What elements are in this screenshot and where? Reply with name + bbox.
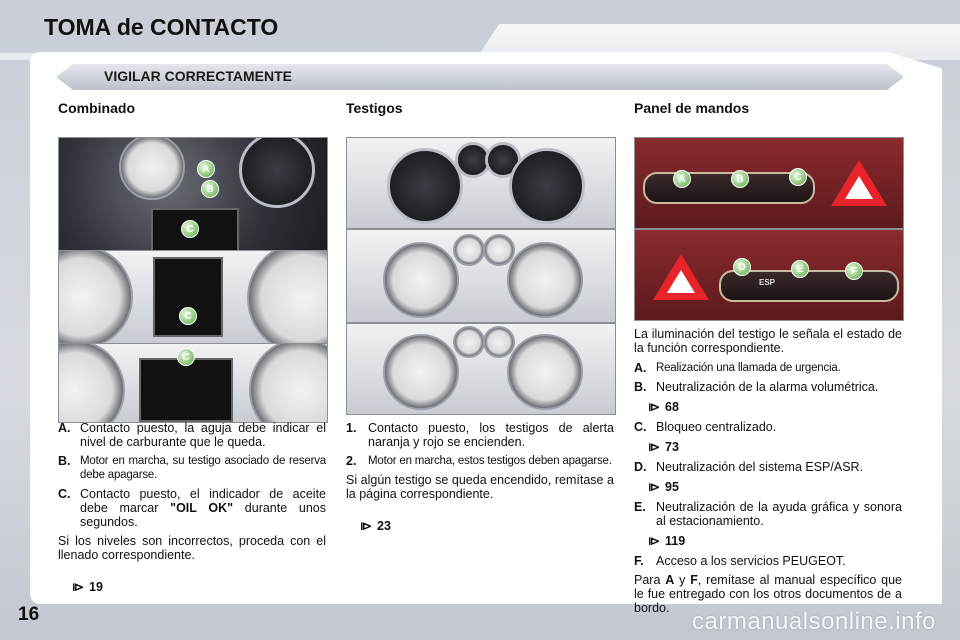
- silver-dial-small-3a: [453, 326, 485, 358]
- silver-dial-left-3: [383, 334, 459, 410]
- badge-panel-c: C: [789, 168, 807, 186]
- silver-dial-small-1: [453, 234, 485, 266]
- testigos-text: [346, 421, 614, 539]
- combinado-photo-1: [58, 137, 328, 251]
- book-reference-icon: ⧐: [360, 519, 372, 533]
- hazard-inner-icon: [845, 176, 873, 199]
- testigos-photo-2: [346, 229, 616, 323]
- panel-final-note: Para A y F, remítase al manual específico que le fue entregado con los otros documentos de a bordo.: [634, 573, 903, 615]
- testigos-photo-1: [346, 137, 616, 229]
- right-dial-3: [249, 343, 328, 423]
- hazard-inner-icon-2: [667, 270, 695, 293]
- badge-panel-f: F: [845, 262, 863, 280]
- badge-panel-d: D: [733, 258, 751, 276]
- testigos-ref[interactable]: ⧐ 23: [360, 519, 391, 533]
- right-dial: [247, 250, 328, 344]
- badge-c-2: C: [179, 307, 197, 325]
- silver-dial-right: [507, 242, 583, 318]
- fuel-gauge: [119, 137, 185, 200]
- panel-item-a: A. Realización una llamada de urgencia.: [634, 361, 841, 375]
- section-title: VIGILAR CORRECTAMENTE: [104, 68, 292, 84]
- badge-panel-a: A: [673, 170, 691, 188]
- combinado-photo-3: [58, 343, 328, 423]
- book-reference-icon: ⧐: [72, 580, 84, 594]
- oil-display: [153, 257, 223, 337]
- panel-item-d: D. Neutralización del sistema ESP/ASR.: [634, 460, 864, 474]
- panel-photo-2: [634, 229, 904, 321]
- panel-photo-1: [634, 137, 904, 229]
- combinado-note: Si los niveles son incorrectos, proceda con el llenado correspondiente.: [58, 534, 326, 562]
- panel-text: [634, 327, 902, 621]
- dark-dial-left: [387, 148, 463, 224]
- badge-a: A: [197, 160, 215, 178]
- oil-ok-display: [139, 358, 233, 422]
- book-reference-icon: ⧐: [648, 440, 660, 454]
- combinado-item-b: B. Motor en marcha, su testigo asociado de reserva debe apagarse.: [58, 454, 326, 481]
- panel-item-c: C. Bloqueo centralizado.: [634, 420, 777, 434]
- panel-ref-b[interactable]: ⧐ 68: [648, 400, 679, 414]
- combinado-photo-2: [58, 250, 328, 344]
- combinado-ref[interactable]: ⧐ 19: [72, 580, 103, 594]
- silver-dial-left: [383, 242, 459, 318]
- silver-dial-right-3: [507, 334, 583, 410]
- testigos-item-1: 1. Contacto puesto, los testigos de alerta naranja y rojo se encienden.: [346, 421, 614, 449]
- combinado-text: [58, 421, 326, 600]
- badge-c-3: C: [177, 348, 195, 366]
- panel-ref-c[interactable]: ⧐ 73: [648, 440, 679, 454]
- heading-panel: Panel de mandos: [634, 100, 750, 116]
- panel-ref-d[interactable]: ⧐ 95: [648, 480, 679, 494]
- badge-c: C: [181, 220, 199, 238]
- book-reference-icon: ⧐: [648, 534, 660, 548]
- testigos-photo-3: [346, 323, 616, 415]
- watermark: carmanualsonline.info: [692, 608, 936, 635]
- page-number: 16: [18, 604, 40, 625]
- testigos-item-2: 2. Motor en marcha, estos testigos deben apagarse.: [346, 454, 612, 468]
- temp-gauge: [239, 137, 315, 208]
- left-dial: [58, 250, 133, 344]
- dark-dial-right: [509, 148, 585, 224]
- panel-intro: La iluminación del testigo le señala el estado de la función correspondiente.: [634, 327, 902, 355]
- silver-dial-small-2: [483, 234, 515, 266]
- badge-b: B: [201, 180, 219, 198]
- combinado-item-a: A. Contacto puesto, la aguja debe indicar el nivel de carburante que le queda.: [58, 421, 326, 449]
- panel-item-f: F. Acceso a los servicios PEUGEOT.: [634, 554, 846, 568]
- silver-dial-small-3b: [483, 326, 515, 358]
- page-title: TOMA de CONTACTO: [44, 14, 279, 40]
- left-dial-3: [58, 343, 125, 423]
- esp-label: ESP: [759, 278, 776, 287]
- heading-combinado: Combinado: [58, 100, 135, 116]
- testigos-note: Si algún testigo se queda encendido, remítase a la página correspondiente.: [346, 473, 614, 501]
- combinado-item-c: C. Contacto puesto, el indicador de aceite debe marcar "OIL OK" durante unos segundos.: [58, 487, 327, 529]
- badge-panel-b: B: [731, 170, 749, 188]
- panel-item-e: E. Neutralización de la ayuda gráfica y sonora al estacionamiento.: [634, 500, 902, 528]
- panel-ref-e[interactable]: ⧐ 119: [648, 534, 686, 548]
- heading-testigos: Testigos: [346, 100, 403, 116]
- book-reference-icon: ⧐: [648, 400, 660, 414]
- book-reference-icon: ⧐: [648, 480, 660, 494]
- badge-panel-e: E: [791, 260, 809, 278]
- panel-item-b: B. Neutralización de la alarma volumétrica.: [634, 380, 879, 394]
